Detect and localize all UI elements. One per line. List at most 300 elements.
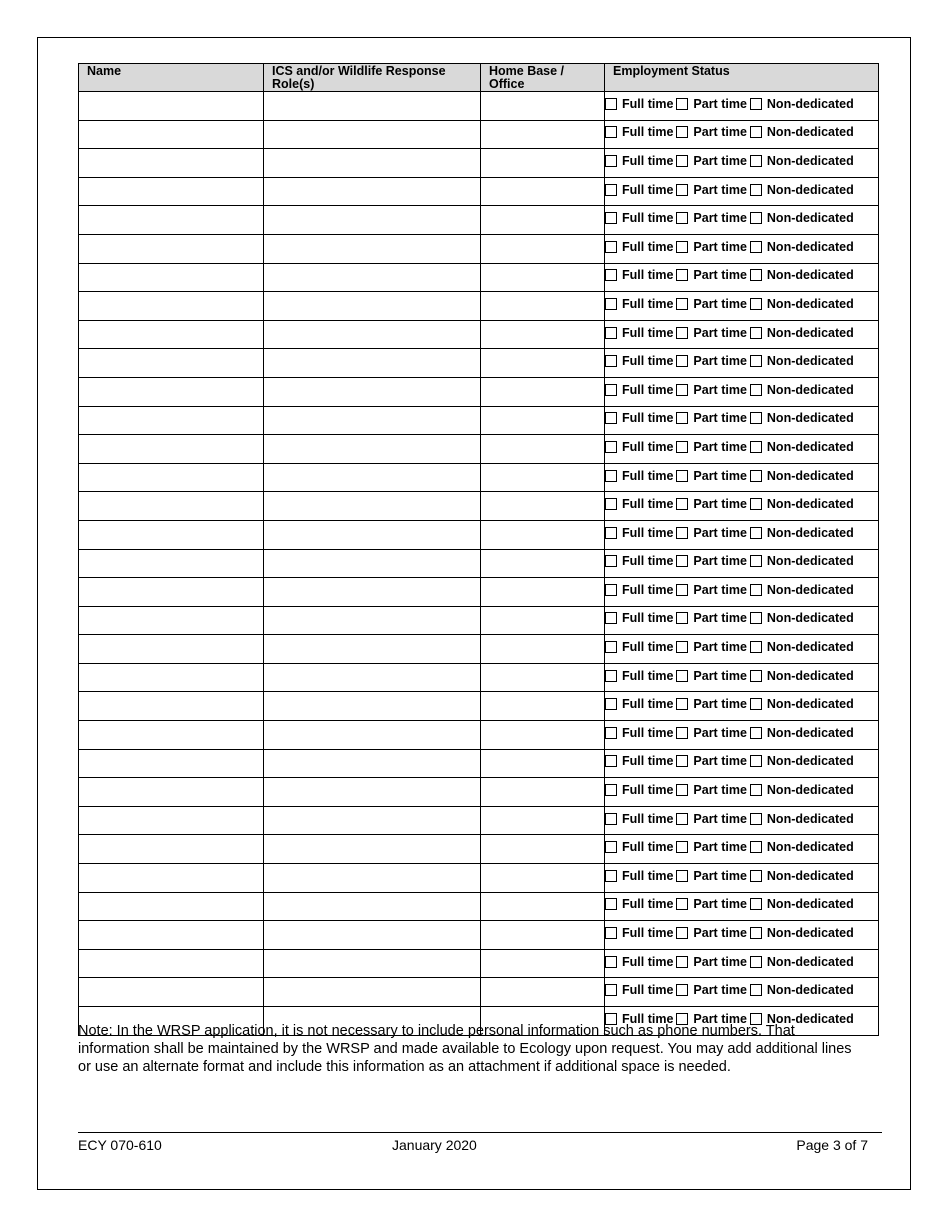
non-dedicated-checkbox[interactable]	[750, 670, 762, 682]
option-non-dedicated	[750, 240, 854, 254]
part-time-checkbox[interactable]	[676, 184, 688, 196]
option-part-time	[676, 669, 747, 683]
name-cell[interactable]	[79, 835, 264, 864]
home-base-cell[interactable]	[481, 463, 605, 492]
name-cell[interactable]	[79, 549, 264, 578]
name-cell[interactable]	[79, 435, 264, 464]
role-cell[interactable]	[264, 206, 481, 235]
home-base-cell[interactable]	[481, 292, 605, 321]
non-dedicated-checkbox[interactable]	[750, 727, 762, 739]
table-body	[79, 92, 879, 1036]
name-cell[interactable]	[79, 749, 264, 778]
part-time-checkbox[interactable]	[676, 470, 688, 482]
part-time-checkbox[interactable]	[676, 984, 688, 996]
home-base-cell[interactable]	[481, 320, 605, 349]
role-cell[interactable]	[264, 406, 481, 435]
role-cell[interactable]	[264, 120, 481, 149]
non-dedicated-checkbox[interactable]	[750, 212, 762, 224]
part-time-checkbox[interactable]	[676, 355, 688, 367]
part-time-checkbox[interactable]	[676, 841, 688, 853]
header-name	[79, 64, 264, 92]
header-role-line1: ICS and/or Wildlife Response	[272, 64, 446, 78]
option-non-dedicated	[750, 983, 854, 997]
table-row	[79, 149, 879, 178]
employment-status-cell	[605, 520, 879, 549]
option-full-time	[605, 211, 673, 225]
non-dedicated-checkbox[interactable]	[750, 470, 762, 482]
name-cell[interactable]	[79, 177, 264, 206]
role-cell[interactable]	[264, 663, 481, 692]
option-full-time	[605, 955, 673, 969]
non-dedicated-checkbox[interactable]	[750, 841, 762, 853]
option-non-dedicated	[750, 955, 854, 969]
option-non-dedicated	[750, 869, 854, 883]
option-part-time	[676, 326, 747, 340]
table-row	[79, 606, 879, 635]
home-base-cell[interactable]	[481, 578, 605, 607]
non-dedicated-label: Non-dedicated	[766, 926, 854, 941]
name-cell[interactable]	[79, 349, 264, 378]
option-part-time	[676, 897, 747, 911]
option-full-time	[605, 926, 673, 940]
part-time-checkbox[interactable]	[676, 813, 688, 825]
part-time-checkbox[interactable]	[676, 269, 688, 281]
option-full-time	[605, 783, 673, 797]
full-time-checkbox[interactable]	[605, 813, 617, 825]
option-part-time	[676, 125, 747, 139]
part-time-label: Part time	[693, 668, 747, 683]
employment-status-cell	[605, 692, 879, 721]
part-time-checkbox[interactable]	[676, 327, 688, 339]
full-time-checkbox[interactable]	[605, 298, 617, 310]
role-cell[interactable]	[264, 549, 481, 578]
role-cell[interactable]	[264, 463, 481, 492]
full-time-label: Full time	[622, 525, 674, 540]
role-cell[interactable]	[264, 635, 481, 664]
role-cell[interactable]	[264, 377, 481, 406]
name-cell[interactable]	[79, 292, 264, 321]
part-time-label: Part time	[693, 983, 747, 998]
part-time-checkbox[interactable]	[676, 927, 688, 939]
non-dedicated-checkbox[interactable]	[750, 269, 762, 281]
non-dedicated-label: Non-dedicated	[766, 811, 854, 826]
full-time-checkbox[interactable]	[605, 98, 617, 110]
option-full-time	[605, 154, 673, 168]
home-base-cell[interactable]	[481, 263, 605, 292]
part-time-label: Part time	[693, 296, 747, 311]
non-dedicated-checkbox[interactable]	[750, 355, 762, 367]
home-base-cell[interactable]	[481, 806, 605, 835]
non-dedicated-checkbox[interactable]	[750, 155, 762, 167]
name-cell[interactable]	[79, 206, 264, 235]
role-cell[interactable]	[264, 806, 481, 835]
header-home-line2: Office	[489, 77, 525, 91]
role-cell[interactable]	[264, 606, 481, 635]
full-time-label: Full time	[622, 697, 674, 712]
home-base-cell[interactable]	[481, 177, 605, 206]
table-row	[79, 663, 879, 692]
name-cell[interactable]	[79, 263, 264, 292]
name-cell[interactable]	[79, 921, 264, 950]
role-cell[interactable]	[264, 749, 481, 778]
role-cell[interactable]	[264, 292, 481, 321]
role-cell[interactable]	[264, 320, 481, 349]
home-base-cell[interactable]	[481, 349, 605, 378]
home-base-cell[interactable]	[481, 978, 605, 1007]
option-non-dedicated	[750, 611, 854, 625]
option-non-dedicated	[750, 554, 854, 568]
part-time-checkbox[interactable]	[676, 527, 688, 539]
home-base-cell[interactable]	[481, 435, 605, 464]
full-time-checkbox[interactable]	[605, 269, 617, 281]
name-cell[interactable]	[79, 377, 264, 406]
non-dedicated-checkbox[interactable]	[750, 498, 762, 510]
employment-status-cell	[605, 406, 879, 435]
part-time-label: Part time	[693, 725, 747, 740]
non-dedicated-checkbox[interactable]	[750, 241, 762, 253]
option-full-time	[605, 697, 673, 711]
name-cell[interactable]	[79, 320, 264, 349]
non-dedicated-label: Non-dedicated	[766, 640, 854, 655]
full-time-checkbox[interactable]	[605, 727, 617, 739]
option-part-time	[676, 154, 747, 168]
role-cell[interactable]	[264, 835, 481, 864]
full-time-checkbox[interactable]	[605, 984, 617, 996]
part-time-checkbox[interactable]	[676, 784, 688, 796]
employment-status-cell	[605, 635, 879, 664]
home-base-cell[interactable]	[481, 778, 605, 807]
part-time-checkbox[interactable]	[676, 498, 688, 510]
non-dedicated-checkbox[interactable]	[750, 870, 762, 882]
non-dedicated-checkbox[interactable]	[750, 612, 762, 624]
name-cell[interactable]	[79, 778, 264, 807]
home-base-cell[interactable]	[481, 406, 605, 435]
employment-status-cell	[605, 749, 879, 778]
table-row	[79, 978, 879, 1007]
role-cell[interactable]	[264, 949, 481, 978]
option-part-time	[676, 640, 747, 654]
part-time-checkbox[interactable]	[676, 670, 688, 682]
non-dedicated-checkbox[interactable]	[750, 784, 762, 796]
employment-status-cell	[605, 206, 879, 235]
role-cell[interactable]	[264, 721, 481, 750]
home-base-cell[interactable]	[481, 492, 605, 521]
name-cell[interactable]	[79, 520, 264, 549]
table-row	[79, 463, 879, 492]
full-time-checkbox[interactable]	[605, 212, 617, 224]
full-time-checkbox[interactable]	[605, 927, 617, 939]
full-time-checkbox[interactable]	[605, 584, 617, 596]
full-time-checkbox[interactable]	[605, 755, 617, 767]
non-dedicated-checkbox[interactable]	[750, 384, 762, 396]
full-time-checkbox[interactable]	[605, 641, 617, 653]
full-time-checkbox[interactable]	[605, 956, 617, 968]
name-cell[interactable]	[79, 806, 264, 835]
role-cell[interactable]	[264, 435, 481, 464]
home-base-cell[interactable]	[481, 949, 605, 978]
non-dedicated-label: Non-dedicated	[766, 868, 854, 883]
name-cell[interactable]	[79, 949, 264, 978]
role-cell[interactable]	[264, 149, 481, 178]
employment-status-cell	[605, 377, 879, 406]
employment-status-cell	[605, 120, 879, 149]
home-base-cell[interactable]	[481, 663, 605, 692]
option-non-dedicated	[750, 411, 854, 425]
name-cell[interactable]	[79, 234, 264, 263]
non-dedicated-checkbox[interactable]	[750, 584, 762, 596]
full-time-checkbox[interactable]	[605, 470, 617, 482]
full-time-checkbox[interactable]	[605, 327, 617, 339]
name-cell[interactable]	[79, 578, 264, 607]
name-cell[interactable]	[79, 635, 264, 664]
part-time-checkbox[interactable]	[676, 98, 688, 110]
full-time-label: Full time	[622, 211, 674, 226]
header-name-label: Name	[87, 64, 122, 78]
part-time-label: Part time	[693, 325, 747, 340]
part-time-checkbox[interactable]	[676, 212, 688, 224]
role-cell[interactable]	[264, 234, 481, 263]
part-time-checkbox[interactable]	[676, 555, 688, 567]
non-dedicated-checkbox[interactable]	[750, 298, 762, 310]
non-dedicated-checkbox[interactable]	[750, 184, 762, 196]
full-time-checkbox[interactable]	[605, 355, 617, 367]
option-full-time	[605, 469, 673, 483]
option-part-time	[676, 183, 747, 197]
option-full-time	[605, 97, 673, 111]
name-cell[interactable]	[79, 463, 264, 492]
home-base-cell[interactable]	[481, 692, 605, 721]
full-time-checkbox[interactable]	[605, 870, 617, 882]
non-dedicated-checkbox[interactable]	[750, 412, 762, 424]
home-base-cell[interactable]	[481, 120, 605, 149]
home-base-cell[interactable]	[481, 92, 605, 121]
option-non-dedicated	[750, 440, 854, 454]
part-time-checkbox[interactable]	[676, 241, 688, 253]
home-base-cell[interactable]	[481, 549, 605, 578]
full-time-checkbox[interactable]	[605, 155, 617, 167]
role-cell[interactable]	[264, 778, 481, 807]
non-dedicated-checkbox[interactable]	[750, 327, 762, 339]
non-dedicated-label: Non-dedicated	[766, 525, 854, 540]
role-cell[interactable]	[264, 92, 481, 121]
part-time-checkbox[interactable]	[676, 584, 688, 596]
part-time-checkbox[interactable]	[676, 698, 688, 710]
home-base-cell[interactable]	[481, 149, 605, 178]
full-time-label: Full time	[622, 497, 674, 512]
employment-status-cell	[605, 949, 879, 978]
part-time-checkbox[interactable]	[676, 126, 688, 138]
full-time-checkbox[interactable]	[605, 698, 617, 710]
part-time-label: Part time	[693, 783, 747, 798]
part-time-label: Part time	[693, 153, 747, 168]
option-full-time	[605, 840, 673, 854]
option-non-dedicated	[750, 812, 854, 826]
part-time-checkbox[interactable]	[676, 155, 688, 167]
full-time-checkbox[interactable]	[605, 784, 617, 796]
option-non-dedicated	[750, 669, 854, 683]
name-cell[interactable]	[79, 692, 264, 721]
full-time-checkbox[interactable]	[605, 841, 617, 853]
role-cell[interactable]	[264, 349, 481, 378]
employment-status-cell	[605, 177, 879, 206]
full-time-checkbox[interactable]	[605, 184, 617, 196]
home-base-cell[interactable]	[481, 721, 605, 750]
non-dedicated-label: Non-dedicated	[766, 754, 854, 769]
role-cell[interactable]	[264, 263, 481, 292]
non-dedicated-checkbox[interactable]	[750, 527, 762, 539]
table-row	[79, 520, 879, 549]
option-non-dedicated	[750, 383, 854, 397]
role-cell[interactable]	[264, 978, 481, 1007]
part-time-checkbox[interactable]	[676, 612, 688, 624]
home-base-cell[interactable]	[481, 520, 605, 549]
home-base-cell[interactable]	[481, 606, 605, 635]
header-status-label: Employment Status	[613, 64, 730, 78]
option-full-time	[605, 526, 673, 540]
full-time-checkbox[interactable]	[605, 670, 617, 682]
non-dedicated-label: Non-dedicated	[766, 497, 854, 512]
role-cell[interactable]	[264, 921, 481, 950]
non-dedicated-checkbox[interactable]	[750, 956, 762, 968]
role-cell[interactable]	[264, 520, 481, 549]
full-time-checkbox[interactable]	[605, 441, 617, 453]
part-time-label: Part time	[693, 468, 747, 483]
option-non-dedicated	[750, 297, 854, 311]
name-cell[interactable]	[79, 892, 264, 921]
home-base-cell[interactable]	[481, 921, 605, 950]
option-full-time	[605, 583, 673, 597]
name-cell[interactable]	[79, 492, 264, 521]
option-part-time	[676, 383, 747, 397]
role-cell[interactable]	[264, 892, 481, 921]
footer-date: January 2020	[392, 1137, 477, 1153]
non-dedicated-checkbox[interactable]	[750, 927, 762, 939]
role-cell[interactable]	[264, 864, 481, 893]
part-time-checkbox[interactable]	[676, 727, 688, 739]
non-dedicated-label: Non-dedicated	[766, 840, 854, 855]
employment-status-cell	[605, 463, 879, 492]
option-part-time	[676, 354, 747, 368]
role-cell[interactable]	[264, 692, 481, 721]
part-time-checkbox[interactable]	[676, 641, 688, 653]
part-time-checkbox[interactable]	[676, 384, 688, 396]
full-time-checkbox[interactable]	[605, 555, 617, 567]
table-row	[79, 806, 879, 835]
home-base-cell[interactable]	[481, 749, 605, 778]
full-time-label: Full time	[622, 783, 674, 798]
employment-status-cell	[605, 292, 879, 321]
name-cell[interactable]	[79, 92, 264, 121]
option-part-time	[676, 240, 747, 254]
home-base-cell[interactable]	[481, 206, 605, 235]
full-time-checkbox[interactable]	[605, 126, 617, 138]
header-employment-status	[605, 64, 879, 92]
part-time-checkbox[interactable]	[676, 441, 688, 453]
option-full-time	[605, 297, 673, 311]
option-full-time	[605, 268, 673, 282]
part-time-checkbox[interactable]	[676, 755, 688, 767]
full-time-checkbox[interactable]	[605, 384, 617, 396]
full-time-checkbox[interactable]	[605, 527, 617, 539]
option-part-time	[676, 955, 747, 969]
option-full-time	[605, 726, 673, 740]
role-cell[interactable]	[264, 177, 481, 206]
non-dedicated-label: Non-dedicated	[766, 239, 854, 254]
name-cell[interactable]	[79, 149, 264, 178]
non-dedicated-checkbox[interactable]	[750, 641, 762, 653]
option-non-dedicated	[750, 783, 854, 797]
home-base-cell[interactable]	[481, 377, 605, 406]
full-time-checkbox[interactable]	[605, 898, 617, 910]
non-dedicated-checkbox[interactable]	[750, 813, 762, 825]
non-dedicated-checkbox[interactable]	[750, 755, 762, 767]
part-time-label: Part time	[693, 897, 747, 912]
part-time-checkbox[interactable]	[676, 870, 688, 882]
part-time-checkbox[interactable]	[676, 298, 688, 310]
home-base-cell[interactable]	[481, 635, 605, 664]
name-cell[interactable]	[79, 606, 264, 635]
option-non-dedicated	[750, 154, 854, 168]
full-time-checkbox[interactable]	[605, 612, 617, 624]
part-time-checkbox[interactable]	[676, 956, 688, 968]
name-cell[interactable]	[79, 120, 264, 149]
part-time-checkbox[interactable]	[676, 898, 688, 910]
role-cell[interactable]	[264, 492, 481, 521]
full-time-checkbox[interactable]	[605, 412, 617, 424]
employment-status-cell	[605, 892, 879, 921]
non-dedicated-checkbox[interactable]	[750, 126, 762, 138]
non-dedicated-checkbox[interactable]	[750, 898, 762, 910]
full-time-checkbox[interactable]	[605, 498, 617, 510]
table-header-row	[79, 64, 879, 92]
option-non-dedicated	[750, 354, 854, 368]
home-base-cell[interactable]	[481, 892, 605, 921]
employment-status-cell	[605, 149, 879, 178]
non-dedicated-checkbox[interactable]	[750, 555, 762, 567]
home-base-cell[interactable]	[481, 864, 605, 893]
non-dedicated-checkbox[interactable]	[750, 698, 762, 710]
non-dedicated-checkbox[interactable]	[750, 441, 762, 453]
footer-rule	[78, 1132, 882, 1133]
option-full-time	[605, 125, 673, 139]
non-dedicated-checkbox[interactable]	[750, 98, 762, 110]
option-non-dedicated	[750, 97, 854, 111]
home-base-cell[interactable]	[481, 835, 605, 864]
part-time-checkbox[interactable]	[676, 412, 688, 424]
name-cell[interactable]	[79, 721, 264, 750]
name-cell[interactable]	[79, 663, 264, 692]
part-time-label: Part time	[693, 582, 747, 597]
home-base-cell[interactable]	[481, 234, 605, 263]
option-part-time	[676, 840, 747, 854]
name-cell[interactable]	[79, 978, 264, 1007]
option-part-time	[676, 469, 747, 483]
employment-status-cell	[605, 806, 879, 835]
footer-form-id: ECY 070-610	[78, 1137, 162, 1153]
part-time-label: Part time	[693, 954, 747, 969]
option-part-time	[676, 554, 747, 568]
name-cell[interactable]	[79, 406, 264, 435]
role-cell[interactable]	[264, 578, 481, 607]
non-dedicated-checkbox[interactable]	[750, 984, 762, 996]
full-time-label: Full time	[622, 840, 674, 855]
option-part-time	[676, 611, 747, 625]
name-cell[interactable]	[79, 864, 264, 893]
full-time-label: Full time	[622, 897, 674, 912]
part-time-label: Part time	[693, 125, 747, 140]
full-time-checkbox[interactable]	[605, 241, 617, 253]
header-home-base	[481, 64, 605, 92]
